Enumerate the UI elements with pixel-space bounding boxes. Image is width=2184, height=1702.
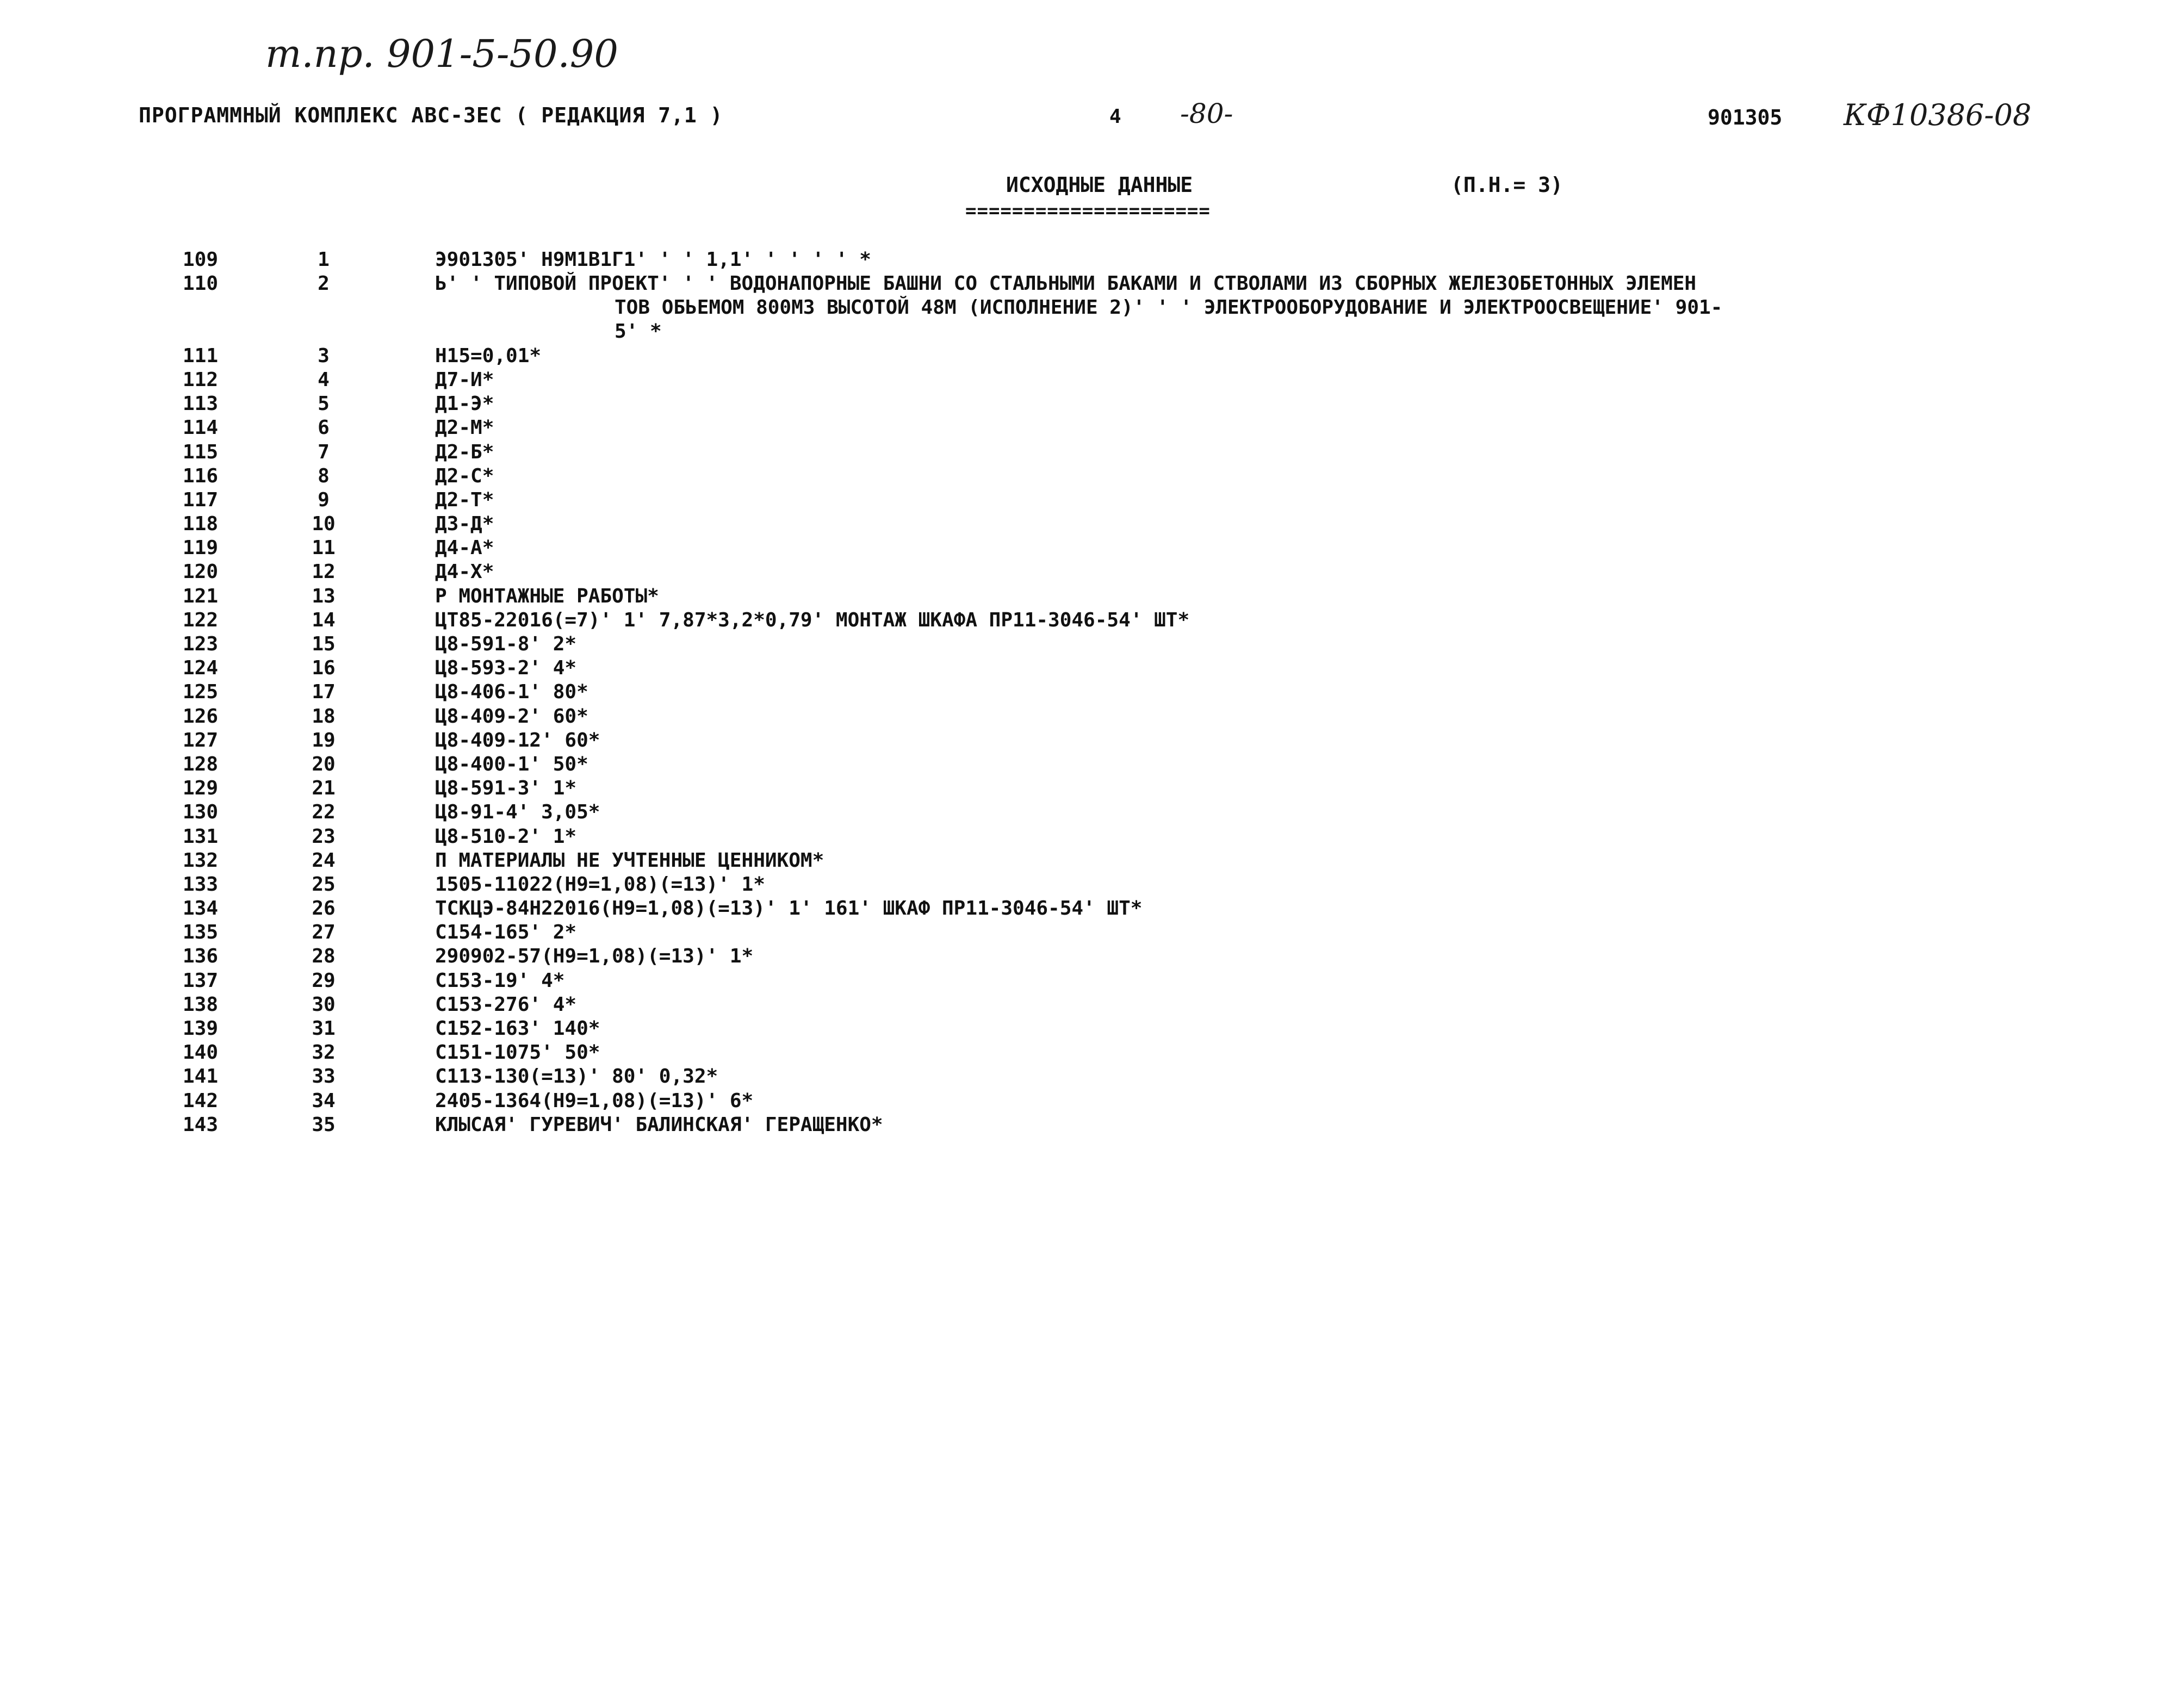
page-number: 4 bbox=[1109, 105, 1121, 128]
row-line-number: 143 bbox=[183, 1113, 219, 1136]
listing-row bbox=[0, 800, 2121, 824]
row-text bbox=[435, 1065, 718, 1089]
section-title-underline: ===================== bbox=[965, 200, 1211, 222]
row-index: 17 bbox=[312, 681, 336, 704]
row-text-line: Д3-Д* bbox=[435, 513, 494, 536]
listing-row bbox=[0, 777, 2121, 800]
listing-row bbox=[0, 488, 2121, 512]
row-text-line: Ц8-406-1' 80* bbox=[435, 681, 588, 704]
listing-row bbox=[0, 873, 2121, 897]
row-line-number: 111 bbox=[183, 344, 219, 367]
row-text-line: КЛЫСАЯ' ГУРЕВИЧ' БАЛИНСКАЯ' ГЕРАЩЕНКО* bbox=[435, 1113, 883, 1136]
row-text-line: Ц8-400-1' 50* bbox=[435, 753, 588, 775]
row-text bbox=[435, 488, 494, 512]
row-text bbox=[435, 560, 494, 584]
listing-row bbox=[0, 536, 2121, 560]
row-index: 8 bbox=[318, 464, 330, 487]
row-line-number: 127 bbox=[183, 729, 219, 751]
listing-row bbox=[0, 945, 2121, 968]
section-pn-label: (П.Н.= 3) bbox=[1451, 173, 1563, 197]
row-line-number: 116 bbox=[183, 464, 219, 487]
row-text bbox=[435, 897, 1142, 921]
row-text bbox=[435, 1113, 883, 1137]
row-line-number: 136 bbox=[183, 945, 219, 968]
row-text-line: Н15=0,01* bbox=[435, 344, 542, 367]
listing-row bbox=[0, 392, 2121, 416]
row-text bbox=[435, 800, 600, 824]
listing-row bbox=[0, 272, 2121, 344]
row-index: 3 bbox=[318, 344, 330, 367]
row-line-number: 126 bbox=[183, 705, 219, 728]
row-text bbox=[435, 993, 576, 1017]
row-text bbox=[435, 705, 588, 729]
row-index: 13 bbox=[312, 585, 336, 607]
input-data-listing bbox=[0, 248, 2121, 1137]
row-text-line: Ц8-91-4' 3,05* bbox=[435, 801, 600, 824]
row-line-number: 118 bbox=[183, 513, 219, 536]
row-text bbox=[435, 585, 659, 608]
row-index: 20 bbox=[312, 753, 336, 775]
row-line-number: 117 bbox=[183, 488, 219, 511]
row-text bbox=[435, 608, 1189, 632]
row-text bbox=[435, 440, 494, 464]
row-index: 5 bbox=[318, 393, 330, 415]
row-text bbox=[435, 464, 494, 488]
row-index: 23 bbox=[312, 825, 336, 848]
row-index: 26 bbox=[312, 897, 336, 920]
row-index: 14 bbox=[312, 608, 336, 631]
row-index: 10 bbox=[312, 513, 336, 536]
handwritten-page-number: -80- bbox=[1180, 98, 1233, 129]
row-line-number: 140 bbox=[183, 1041, 219, 1064]
row-index: 2 bbox=[318, 272, 330, 295]
row-text-line: Д2-С* bbox=[435, 464, 494, 487]
row-index: 22 bbox=[312, 801, 336, 824]
listing-row bbox=[0, 1065, 2121, 1089]
row-index: 34 bbox=[312, 1089, 336, 1112]
row-index: 29 bbox=[312, 969, 336, 992]
row-text-line: ТСКЦЭ-84Н22016(Н9=1,08)(=13)' 1' 161' ШКАФ ПР11-3046-54' ШТ* bbox=[435, 897, 1143, 920]
row-text-line: Д2-М* bbox=[435, 417, 494, 439]
row-index: 30 bbox=[312, 993, 336, 1016]
row-index: 1 bbox=[318, 249, 330, 271]
row-text-line: Ц8-591-8' 2* bbox=[435, 633, 577, 656]
row-text-line: Ь' ' ТИПОВОЙ ПРОЕКТ' ' ' ВОДОНАПОРНЫЕ БАШНИ СО СТАЛЬНЫМИ БАКАМИ И СТВОЛАМИ ИЗ СБОРНЫХ ЖЕЛЕЗОБЕТОННЫХ ЭЛЕМЕН bbox=[435, 272, 1697, 295]
row-text bbox=[435, 969, 564, 993]
listing-row bbox=[0, 921, 2121, 945]
row-index: 33 bbox=[312, 1065, 336, 1088]
row-index: 18 bbox=[312, 705, 336, 728]
listing-row bbox=[0, 440, 2121, 464]
row-index: 12 bbox=[312, 561, 336, 583]
row-index: 35 bbox=[312, 1113, 336, 1136]
row-line-number: 141 bbox=[183, 1065, 219, 1088]
row-line-number: 119 bbox=[183, 537, 219, 560]
row-text-line: С153-276' 4* bbox=[435, 993, 577, 1016]
row-text-line: Д4-А* bbox=[435, 537, 494, 560]
row-text-line: Ц8-510-2' 1* bbox=[435, 825, 577, 848]
row-line-number: 135 bbox=[183, 921, 219, 944]
row-index: 25 bbox=[312, 873, 336, 896]
listing-row bbox=[0, 753, 2121, 777]
row-text-line: 290902-57(Н9=1,08)(=13)' 1* bbox=[435, 945, 754, 968]
row-line-number: 110 bbox=[183, 272, 219, 295]
row-text bbox=[435, 1017, 600, 1041]
row-text bbox=[435, 777, 576, 800]
program-complex-header: ПРОГРАММНЫЙ КОМПЛЕКС АВС-3ЕС ( РЕДАКЦИЯ 7,1 ) bbox=[139, 103, 723, 127]
row-text-line: Д2-Т* bbox=[435, 488, 494, 511]
row-text bbox=[435, 656, 576, 680]
listing-row bbox=[0, 560, 2121, 584]
row-text-line: 1505-11022(Н9=1,08)(=13)' 1* bbox=[435, 873, 765, 896]
listing-row bbox=[0, 1113, 2121, 1137]
row-text-line: С153-19' 4* bbox=[435, 969, 565, 992]
row-index: 4 bbox=[318, 368, 330, 391]
row-index: 16 bbox=[312, 657, 336, 680]
row-line-number: 123 bbox=[183, 633, 219, 656]
row-line-number: 134 bbox=[183, 897, 219, 920]
row-line-number: 125 bbox=[183, 681, 219, 704]
row-text-line: С151-1075' 50* bbox=[435, 1041, 600, 1064]
row-line-number: 120 bbox=[183, 561, 219, 583]
listing-row bbox=[0, 585, 2121, 608]
listing-row bbox=[0, 368, 2121, 392]
row-text bbox=[435, 945, 753, 968]
listing-row bbox=[0, 608, 2121, 632]
row-text-line: П МАТЕРИАЛЫ НЕ УЧТЕННЫЕ ЦЕННИКОМ* bbox=[435, 849, 824, 872]
row-text bbox=[435, 368, 494, 392]
row-line-number: 122 bbox=[183, 608, 219, 631]
row-text-line: ЦТ85-22016(=7)' 1' 7,87*3,2*0,79' МОНТАЖ ШКАФА ПР11-3046-54' ШТ* bbox=[435, 608, 1190, 631]
row-line-number: 137 bbox=[183, 969, 219, 992]
listing-row bbox=[0, 656, 2121, 680]
row-index: 27 bbox=[312, 921, 336, 944]
row-index: 19 bbox=[312, 729, 336, 751]
document-code: 901305 bbox=[1708, 105, 1783, 129]
row-text bbox=[435, 1089, 753, 1113]
row-text bbox=[435, 344, 541, 368]
listing-row bbox=[0, 849, 2121, 873]
listing-row bbox=[0, 512, 2121, 536]
row-text bbox=[435, 873, 765, 897]
listing-row bbox=[0, 248, 2121, 272]
row-line-number: 129 bbox=[183, 777, 219, 800]
listing-row bbox=[0, 1041, 2121, 1065]
row-index: 9 bbox=[318, 488, 330, 511]
row-text bbox=[435, 849, 824, 873]
listing-row bbox=[0, 825, 2121, 849]
handwritten-document-code: КФ10386-08 bbox=[1844, 98, 2032, 132]
listing-row bbox=[0, 705, 2121, 729]
row-index: 21 bbox=[312, 777, 336, 800]
row-index: 11 bbox=[312, 537, 336, 560]
row-line-number: 133 bbox=[183, 873, 219, 896]
row-index: 31 bbox=[312, 1017, 336, 1040]
row-line-number: 139 bbox=[183, 1017, 219, 1040]
row-line-number: 138 bbox=[183, 993, 219, 1016]
row-text bbox=[435, 680, 588, 704]
row-text-line: Р МОНТАЖНЫЕ РАБОТЫ* bbox=[435, 585, 659, 607]
listing-row bbox=[0, 1017, 2121, 1041]
row-text bbox=[435, 272, 1722, 344]
row-line-number: 128 bbox=[183, 753, 219, 775]
row-text-line: С152-163' 140* bbox=[435, 1017, 600, 1040]
listing-row bbox=[0, 344, 2121, 368]
row-text-line: Ц8-593-2' 4* bbox=[435, 657, 577, 680]
listing-row bbox=[0, 632, 2121, 656]
row-line-number: 142 bbox=[183, 1089, 219, 1112]
row-text bbox=[435, 825, 576, 849]
row-text bbox=[435, 632, 576, 656]
row-text-line: Д4-Х* bbox=[435, 561, 494, 583]
row-line-number: 114 bbox=[183, 417, 219, 439]
row-index: 28 bbox=[312, 945, 336, 968]
row-index: 15 bbox=[312, 633, 336, 656]
listing-row bbox=[0, 729, 2121, 753]
row-line-number: 131 bbox=[183, 825, 219, 848]
row-text-line: Д7-И* bbox=[435, 368, 494, 391]
row-line-number: 132 bbox=[183, 849, 219, 872]
row-text bbox=[435, 416, 494, 440]
row-index: 6 bbox=[318, 417, 330, 439]
row-text bbox=[435, 392, 494, 416]
row-text bbox=[435, 536, 494, 560]
listing-row bbox=[0, 416, 2121, 440]
row-text-line: С154-165' 2* bbox=[435, 921, 577, 944]
row-text-line: С113-130(=13)' 80' 0,32* bbox=[435, 1065, 718, 1088]
row-text bbox=[435, 248, 871, 272]
listing-row bbox=[0, 464, 2121, 488]
handwritten-project-note: т.пр. 901-5-50.90 bbox=[265, 32, 618, 76]
row-text-line: Ц8-591-3' 1* bbox=[435, 777, 577, 800]
row-text bbox=[435, 921, 576, 945]
row-text-line: Э901305' Н9М1В1Г1' ' ' 1,1' ' ' ' ' * bbox=[435, 249, 871, 271]
row-text-continuation: ТОВ ОБЬЕМОМ 800М3 ВЫСОТОЙ 48М (ИСПОЛНЕНИЕ 2)' ' ' ЭЛЕКТРООБОРУДОВАНИЕ И ЭЛЕКТРООСВЕЩЕНИЕ' 901- bbox=[615, 296, 1723, 319]
listing-row bbox=[0, 1089, 2121, 1113]
row-line-number: 121 bbox=[183, 585, 219, 607]
row-line-number: 109 bbox=[183, 249, 219, 271]
listing-row bbox=[0, 897, 2121, 921]
listing-row bbox=[0, 680, 2121, 704]
row-line-number: 113 bbox=[183, 393, 219, 415]
row-line-number: 130 bbox=[183, 801, 219, 824]
row-line-number: 124 bbox=[183, 657, 219, 680]
row-text-line: Ц8-409-12' 60* bbox=[435, 729, 600, 751]
row-text bbox=[435, 753, 588, 777]
section-title: ИСХОДНЫЕ ДАННЫЕ bbox=[1006, 173, 1193, 197]
row-index: 24 bbox=[312, 849, 336, 872]
row-index: 7 bbox=[318, 440, 330, 463]
row-line-number: 115 bbox=[183, 440, 219, 463]
row-text-line: Д1-Э* bbox=[435, 393, 494, 415]
listing-row bbox=[0, 969, 2121, 993]
listing-row bbox=[0, 993, 2121, 1017]
row-text bbox=[435, 512, 494, 536]
row-index: 32 bbox=[312, 1041, 336, 1064]
row-text-continuation: 5' * bbox=[615, 320, 662, 343]
row-text bbox=[435, 729, 600, 753]
row-text-line: Д2-Б* bbox=[435, 440, 494, 463]
row-text-line: Ц8-409-2' 60* bbox=[435, 705, 588, 728]
row-text bbox=[435, 1041, 600, 1065]
row-line-number: 112 bbox=[183, 368, 219, 391]
row-text-line: 2405-1364(Н9=1,08)(=13)' 6* bbox=[435, 1089, 754, 1112]
